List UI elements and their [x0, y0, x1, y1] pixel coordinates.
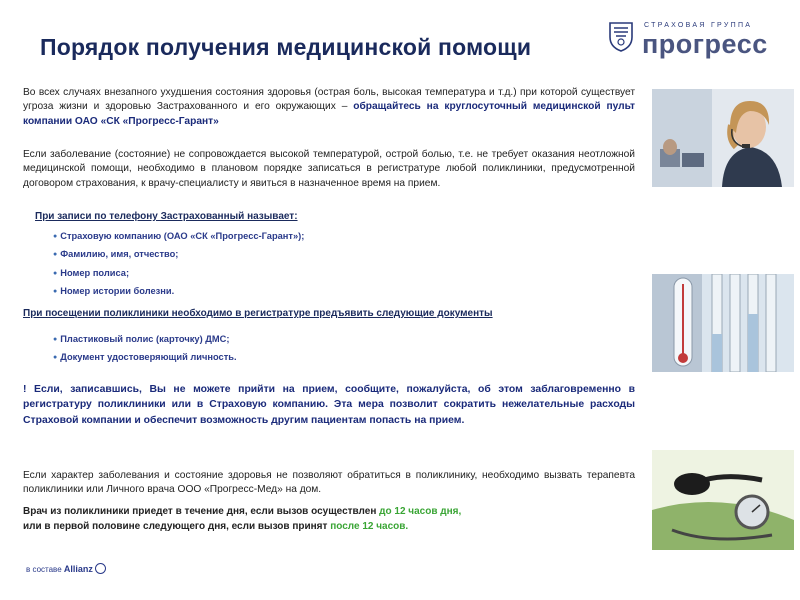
visit-line-1: Врач из поликлиники приедет в течение дня, если вызов осуществлен до 12 часов дня,: [23, 506, 462, 517]
bullet-icon: ●: [53, 354, 58, 361]
list-item: ● Страховую компанию (ОАО «СК «Прогресс-Гарант»);: [53, 231, 305, 241]
tonometer-photo: [652, 450, 794, 550]
visit-line-2: или в первой половине следующего дня, если вызов принят после 12 часов.: [23, 521, 409, 532]
list-item: ● Номер истории болезни.: [53, 286, 175, 296]
visit-time-2: после 12 часов.: [327, 521, 409, 532]
bullet-icon: ●: [53, 336, 58, 343]
paragraph-home-visit: Если характер заболевания и состояние здоровья не позволяют обратиться в поликлинику, необходимо вызвать терапевта поликлиники или Личного врача ООО «Прогресс-Мед» на дом.: [23, 470, 635, 496]
allianz-footer: в составе Allianz: [26, 564, 106, 575]
list-item: ● Документ удостоверяющий личность.: [53, 352, 237, 362]
paragraph-planned: Если заболевание (состояние) не сопровождается высокой температурой, острой болью, т.е. не требует оказания неотложной медицинской помощи, необходимо в плановом порядке записаться в регистратуре любой поликлиники, предусмотренной договором страхования, к врачу-специалисту и явиться в назначенное время на прием.: [23, 149, 635, 189]
list-item: ● Номер полиса;: [53, 268, 130, 278]
shield-logo-icon: [608, 20, 634, 52]
clinic-section-heading: При посещении поликлиники необходимо в регистратуре предъявить следующие документы: [23, 308, 493, 319]
list-item: ● Фамилию, имя, отчество;: [53, 249, 179, 259]
company-logo: [608, 20, 788, 60]
logo-tagline: СТРАХОВАЯ ГРУППА: [644, 22, 753, 29]
bullet-icon: ●: [53, 288, 58, 295]
thermometers-photo: [652, 274, 794, 372]
bullet-icon: ●: [53, 270, 58, 277]
paragraph-emergency-text: Во всех случаях внезапного ухудшения состояния здоровья (острая боль, высокая температура и т.д.) при которой существует угроза жизни и здоровью Застрахованного и его окружающих –: [23, 87, 635, 113]
phone-section-heading: При записи по телефону Застрахованный называет:: [35, 211, 298, 222]
list-item: ● Пластиковый полис (карточку) ДМС;: [53, 334, 230, 344]
warning-paragraph: ! Если, записавшись, Вы не можете прийти на прием, сообщите, пожалуйста, об этом заблаговременно в регистратуру поликлиники или в Страховую компанию. Эта мера позволит сократить нежелательные расходы Страховой компании и обеспечит возможность другим пациентам попасть на прием.: [23, 384, 635, 426]
paragraph-emergency: [23, 86, 635, 129]
allianz-icon: [95, 563, 106, 574]
operator-photo: [652, 89, 794, 187]
visit-time-1: до 12 часов дня,: [376, 506, 462, 517]
bullet-icon: ●: [53, 251, 58, 258]
emergency-highlight: обращайтесь на круглосуточный медицинской пульт компании ОАО «СК «Прогресс-Гарант»: [23, 101, 635, 127]
bullet-icon: ●: [53, 233, 58, 240]
logo-brand: прогресс: [642, 29, 768, 59]
page-title: Порядок получения медицинской помощи: [40, 34, 532, 60]
